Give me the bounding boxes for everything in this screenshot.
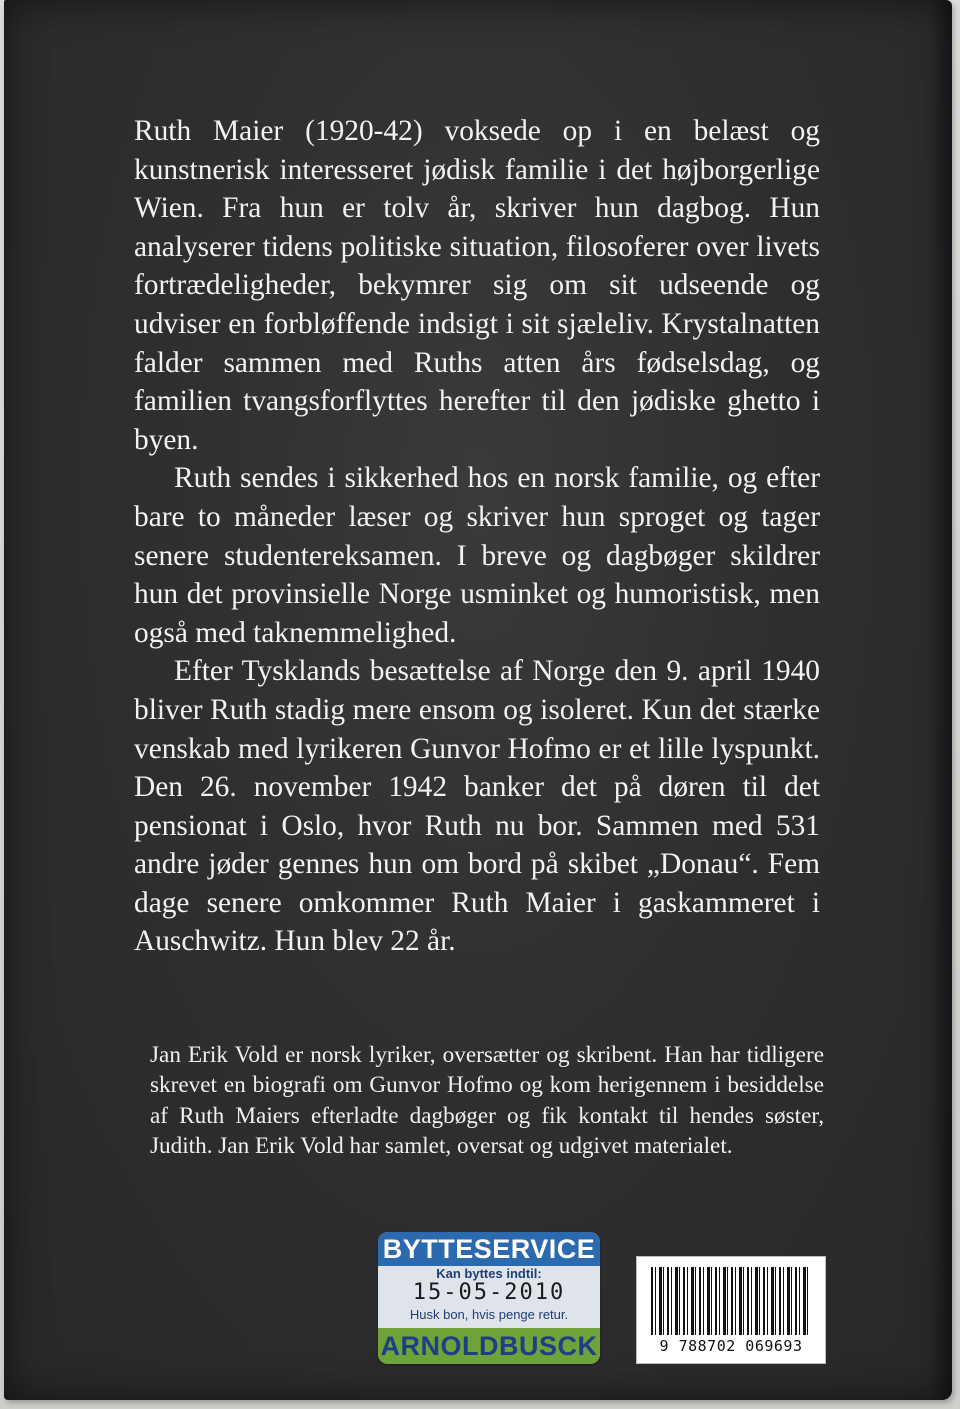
sticker-date: 15-05-2010: [412, 1280, 566, 1305]
back-cover: [4, 0, 952, 1400]
author-note-text: Jan Erik Vold er norsk lyriker, oversætter og skribent. Han har tidligere skrevet en biografi om Gunvor Hofmo og kom herigennem i besiddelse af Ruth Maiers efterladte dagbøger og fik kontakt til hendes søster, Judith. Jan Erik Vold har samlet, oversat og udgivet materialet.: [150, 1042, 824, 1160]
barcode-number: 9 788702 069693: [659, 1337, 803, 1355]
author-note: [150, 1040, 824, 1162]
sticker-exchange-until-label: Kan byttes indtil:: [436, 1266, 542, 1281]
sticker-receipt-note: Husk bon, hvis penge retur.: [409, 1307, 569, 1322]
exchange-service-sticker: [378, 1232, 600, 1364]
isbn-barcode: [636, 1256, 826, 1364]
sticker-title: BYTTESERVICE: [378, 1232, 600, 1266]
arnold-busck-logo: [378, 1328, 600, 1364]
barcode-bars-icon: [651, 1267, 811, 1335]
brand-name-part-2: BUSCK: [498, 1331, 598, 1361]
blurb-text: [134, 112, 820, 961]
blurb-paragraph-1: Ruth Maier (1920-42) voksede op i en belæst og kunstnerisk interesseret jødisk familie i det højborgerlige Wien. Fra hun er tolv år, skriver hun dagbog. Hun analyserer tidens politiske situation, filosoferer over livets fortrædeligheder, bekymrer sig om sit udseende og udviser en forbløffende indsigt i sit sjæleliv. Krystalnatten falder sammen med Ruths atten års fødselsdag, og familien tvangsforflyttes herefter til den jødiske ghetto i byen.: [134, 115, 820, 456]
brand-name-part-1: ARNOLD: [380, 1331, 499, 1361]
blurb-paragraph-2: Ruth sendes i sikkerhed hos en norsk familie, og efter bare to måneder læser og skriver hun sproget og tager senere studentereksamen. I breve og dagbøger skildrer hun det provinsielle Norge usminket og humoristisk, men også med taknemmelighed.: [134, 462, 820, 649]
blurb-paragraph-3: Efter Tysklands besættelse af Norge den 9. april 1940 bliver Ruth stadig mere ensom og isoleret. Kun det stærke venskab med lyrikeren Gunvor Hofmo er et lille lyspunkt. Den 26. november 1942 banker det på døren til det pensionat i Oslo, hvor Ruth nu bor. Sammen med 531 andre jøder gennes hun om bord på skibet „Donau“. Fem dage senere omkommer Ruth Maier i gaskammeret i Auschwitz. Hun blev 22 år.: [134, 655, 820, 958]
